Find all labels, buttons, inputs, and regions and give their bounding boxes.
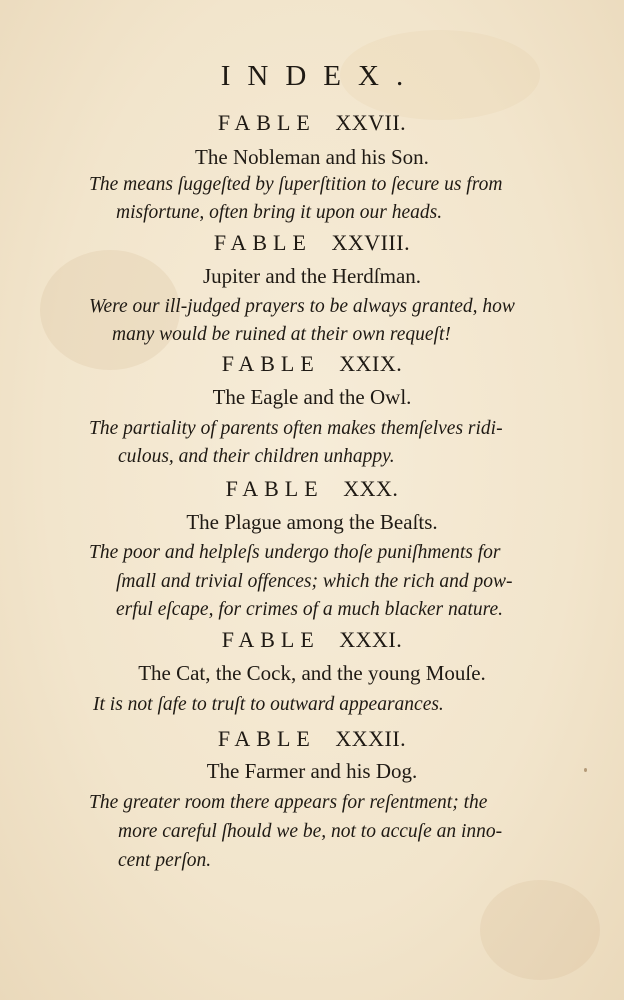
fable-heading (0, 476, 624, 502)
fable-numeral: XXIX. (339, 351, 403, 376)
fable-title: The Nobleman and his Son. (195, 145, 429, 169)
paper-stain (480, 880, 600, 980)
fable-moral-line: cent perſon. (118, 850, 212, 871)
paper-speck (584, 768, 587, 772)
fable-heading (0, 230, 624, 256)
fable-moral-line: Were our ill-judged prayers to be always granted, how (89, 296, 515, 317)
fable-title: The Farmer and his Dog. (206, 759, 418, 783)
fable-heading (0, 627, 624, 653)
fable-numeral: XXXI. (339, 627, 403, 652)
fable-heading (0, 351, 624, 377)
fable-moral-line: The partiality of parents often makes themſelves ridi- (89, 418, 503, 439)
fable-title: The Cat, the Cock, and the young Mouſe. (138, 661, 486, 685)
fable-label-word: FABLE (221, 627, 320, 652)
fable-title: The Eagle and the Owl. (212, 385, 412, 409)
fable-title: Jupiter and the Herdſman. (202, 264, 422, 288)
fable-moral-line: The means ſuggeſted by ſuperſtition to ſecure us from (89, 174, 503, 195)
fable-label-word: FABLE (213, 230, 312, 255)
page-title: INDEX. (220, 60, 421, 92)
fable-numeral: XXVIII. (331, 230, 411, 255)
fable-moral-line: many would be ruined at their own requeſt! (112, 324, 451, 345)
fable-label-word: FABLE (217, 110, 316, 135)
fable-heading (0, 726, 624, 752)
fable-moral-line: erful eſcape, for crimes of a much blacker nature. (116, 599, 504, 620)
fable-moral-line: The poor and helpleſs undergo thoſe puniſhments for (89, 542, 501, 563)
fable-moral-line: more careful ſhould we be, not to accuſe an inno- (118, 821, 503, 842)
fable-heading (0, 110, 624, 136)
fable-numeral: XXXII. (335, 726, 407, 751)
fable-numeral: XXVII. (335, 110, 407, 135)
fable-moral-line: It is not ſafe to truſt to outward appearances. (93, 694, 444, 715)
fable-moral-line: The greater room there appears for reſentment; the (89, 792, 488, 813)
fable-moral-line: ſmall and trivial offences; which the rich and pow- (116, 571, 513, 592)
fable-moral-line: misfortune, often bring it upon our heads. (116, 202, 443, 223)
fable-numeral: XXX. (343, 476, 399, 501)
fable-label-word: FABLE (217, 726, 316, 751)
fable-moral-line: culous, and their children unhappy. (118, 446, 395, 467)
fable-label-word: FABLE (221, 351, 320, 376)
fable-label-word: FABLE (225, 476, 324, 501)
fable-title: The Plague among the Beaſts. (186, 510, 438, 534)
